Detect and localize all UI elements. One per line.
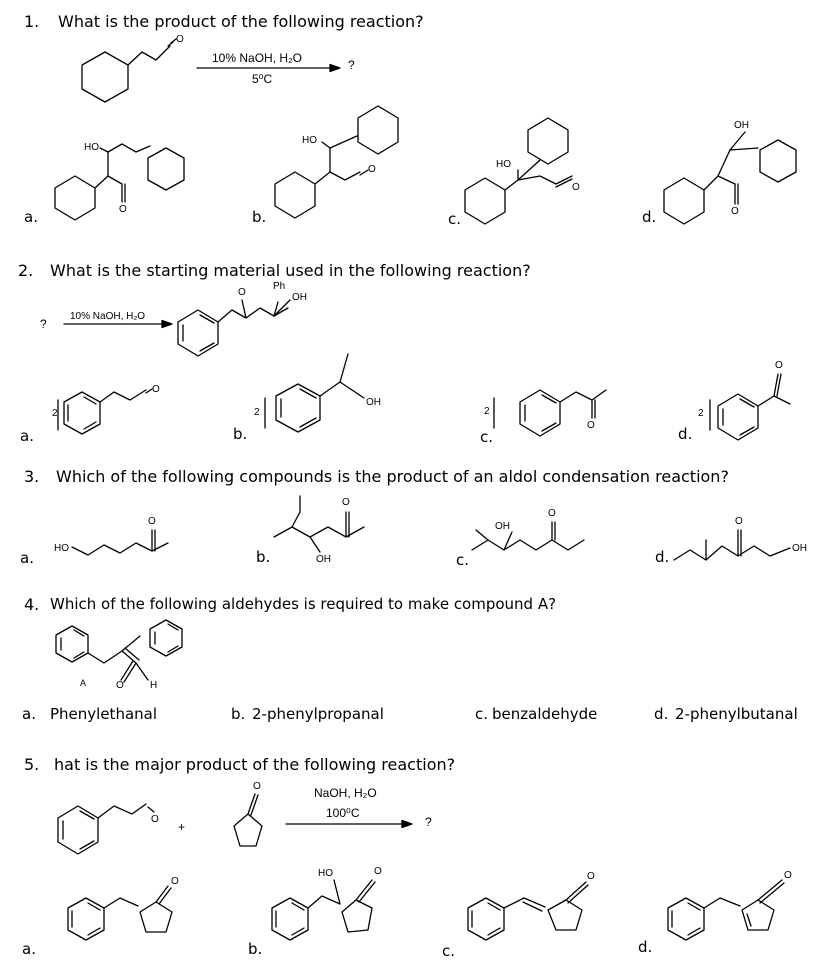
q2-reagent: 10% NaOH, H₂O bbox=[70, 311, 146, 322]
q3-option-c[interactable]: c. bbox=[456, 551, 470, 569]
question-2-number: 2. bbox=[18, 261, 34, 280]
q1-option-b[interactable]: b. bbox=[252, 208, 267, 226]
q4-option-b-letter[interactable]: b. bbox=[231, 705, 246, 723]
q2-option-c[interactable]: c. bbox=[480, 428, 494, 446]
q5-reagent-bottom: 100⁰C bbox=[326, 806, 360, 820]
svg-text:OH: OH bbox=[734, 120, 749, 131]
q2-option-b-structure bbox=[254, 354, 381, 432]
q5-option-b[interactable]: b. bbox=[248, 940, 263, 958]
q1-option-b-structure bbox=[275, 106, 398, 218]
q1-option-d[interactable]: d. bbox=[642, 208, 657, 226]
question-1-text: What is the product of the following reaction? bbox=[58, 12, 424, 31]
q2-product-structure bbox=[178, 281, 307, 356]
question-5-text: hat is the major product of the following reaction? bbox=[54, 755, 456, 774]
q2-start-placeholder: ? bbox=[40, 317, 47, 331]
svg-text:O: O bbox=[587, 871, 595, 882]
svg-text:2: 2 bbox=[698, 408, 704, 419]
svg-text:O: O bbox=[116, 680, 124, 691]
q1-option-a[interactable]: a. bbox=[24, 208, 38, 226]
question-4-number: 4. bbox=[24, 595, 40, 614]
svg-text:O: O bbox=[176, 34, 184, 45]
svg-text:O: O bbox=[119, 204, 127, 215]
svg-text:O: O bbox=[548, 508, 556, 519]
question-4-text: Which of the following aldehydes is required to make compound A? bbox=[50, 595, 557, 613]
q5-plus: + bbox=[178, 820, 186, 834]
q1-option-c[interactable]: c. bbox=[448, 210, 462, 228]
q5-option-b-structure bbox=[272, 866, 382, 940]
svg-text:HO: HO bbox=[302, 135, 317, 146]
svg-text:HO: HO bbox=[318, 868, 333, 879]
q5-option-a-structure bbox=[68, 876, 179, 940]
q1-reaction-arrow bbox=[197, 65, 340, 72]
q4-option-c-text[interactable]: benzaldehyde bbox=[492, 705, 598, 723]
q5-reactant-phenylacetaldehyde bbox=[58, 804, 159, 854]
question-3-text: Which of the following compounds is the product of an aldol condensation reaction? bbox=[56, 467, 729, 486]
question-5-number: 5. bbox=[24, 755, 40, 774]
q3-option-c-structure bbox=[472, 508, 584, 550]
q5-option-d-structure bbox=[668, 870, 792, 940]
svg-text:O: O bbox=[151, 814, 159, 825]
q1-option-a-structure bbox=[55, 142, 184, 220]
svg-text:HO: HO bbox=[496, 159, 511, 170]
q1-reagent-bottom: 5⁰C bbox=[252, 72, 273, 86]
q4-option-d-text[interactable]: 2-phenylbutanal bbox=[675, 705, 798, 723]
q2-option-a-structure bbox=[52, 384, 160, 434]
q3-option-b[interactable]: b. bbox=[256, 548, 271, 566]
q1-product-placeholder: ? bbox=[348, 58, 355, 72]
q5-reactant-cyclopentanone bbox=[234, 781, 262, 846]
q4-option-a-text[interactable]: Phenylethanal bbox=[50, 705, 158, 723]
svg-text:O: O bbox=[171, 876, 179, 887]
svg-text:O: O bbox=[342, 497, 350, 508]
svg-text:OH: OH bbox=[316, 554, 331, 565]
svg-text:2: 2 bbox=[52, 408, 58, 419]
svg-text:O: O bbox=[238, 287, 246, 298]
svg-text:OH: OH bbox=[792, 543, 807, 554]
q4-option-b-text[interactable]: 2-phenylpropanal bbox=[252, 705, 384, 723]
q5-option-d[interactable]: d. bbox=[638, 938, 653, 956]
q5-reaction-arrow bbox=[286, 821, 412, 828]
svg-text:2: 2 bbox=[484, 406, 490, 417]
svg-text:O: O bbox=[148, 516, 156, 527]
q3-option-d-structure bbox=[674, 516, 807, 560]
question-1-number: 1. bbox=[24, 12, 40, 31]
q1-reagent-top: 10% NaOH, H₂O bbox=[212, 51, 303, 65]
svg-text:O: O bbox=[253, 781, 261, 792]
q1-option-d-structure bbox=[664, 120, 796, 224]
q2-option-c-structure bbox=[484, 390, 606, 436]
svg-text:O: O bbox=[731, 206, 739, 217]
svg-text:O: O bbox=[735, 516, 743, 527]
q1-reactant-cyclohexyl-aldehyde bbox=[82, 34, 184, 102]
q5-option-c[interactable]: c. bbox=[442, 942, 456, 960]
svg-text:OH: OH bbox=[366, 397, 381, 408]
question-3-number: 3. bbox=[24, 467, 40, 486]
q2-option-d[interactable]: d. bbox=[678, 425, 693, 443]
q4-compound-a-structure bbox=[56, 620, 182, 691]
q4-option-d-letter[interactable]: d. bbox=[654, 705, 669, 723]
compound-a-label: A bbox=[80, 678, 87, 688]
svg-text:OH: OH bbox=[292, 292, 307, 303]
svg-text:H: H bbox=[150, 680, 158, 691]
svg-text:O: O bbox=[374, 866, 382, 877]
q2-option-d-structure bbox=[698, 360, 790, 440]
svg-text:2: 2 bbox=[254, 407, 260, 418]
q2-reaction-arrow bbox=[64, 321, 172, 328]
svg-text:Ph: Ph bbox=[273, 281, 286, 292]
q4-option-c-letter[interactable]: c. bbox=[475, 705, 489, 723]
svg-text:O: O bbox=[152, 384, 160, 395]
svg-text:O: O bbox=[587, 420, 595, 431]
q5-product-placeholder: ? bbox=[425, 815, 432, 829]
q3-option-a-structure bbox=[54, 516, 168, 555]
svg-text:O: O bbox=[368, 164, 376, 175]
svg-text:O: O bbox=[572, 182, 580, 193]
q3-option-a[interactable]: a. bbox=[20, 549, 34, 567]
svg-text:HO: HO bbox=[54, 543, 69, 554]
q3-option-d[interactable]: d. bbox=[655, 548, 670, 566]
q4-option-a-letter[interactable]: a. bbox=[22, 705, 36, 723]
question-2-text: What is the starting material used in the following reaction? bbox=[50, 261, 531, 280]
svg-text:O: O bbox=[784, 870, 792, 881]
svg-text:HO: HO bbox=[84, 142, 99, 153]
q2-option-a[interactable]: a. bbox=[20, 427, 34, 445]
q2-option-b[interactable]: b. bbox=[233, 425, 248, 443]
q5-option-c-structure bbox=[468, 871, 595, 940]
q5-reagent-top: NaOH, H₂O bbox=[314, 786, 377, 800]
svg-text:OH: OH bbox=[495, 521, 510, 532]
q1-option-c-structure bbox=[465, 118, 580, 224]
q5-option-a[interactable]: a. bbox=[22, 940, 36, 958]
svg-text:O: O bbox=[775, 360, 783, 371]
q3-option-b-structure bbox=[274, 496, 364, 565]
